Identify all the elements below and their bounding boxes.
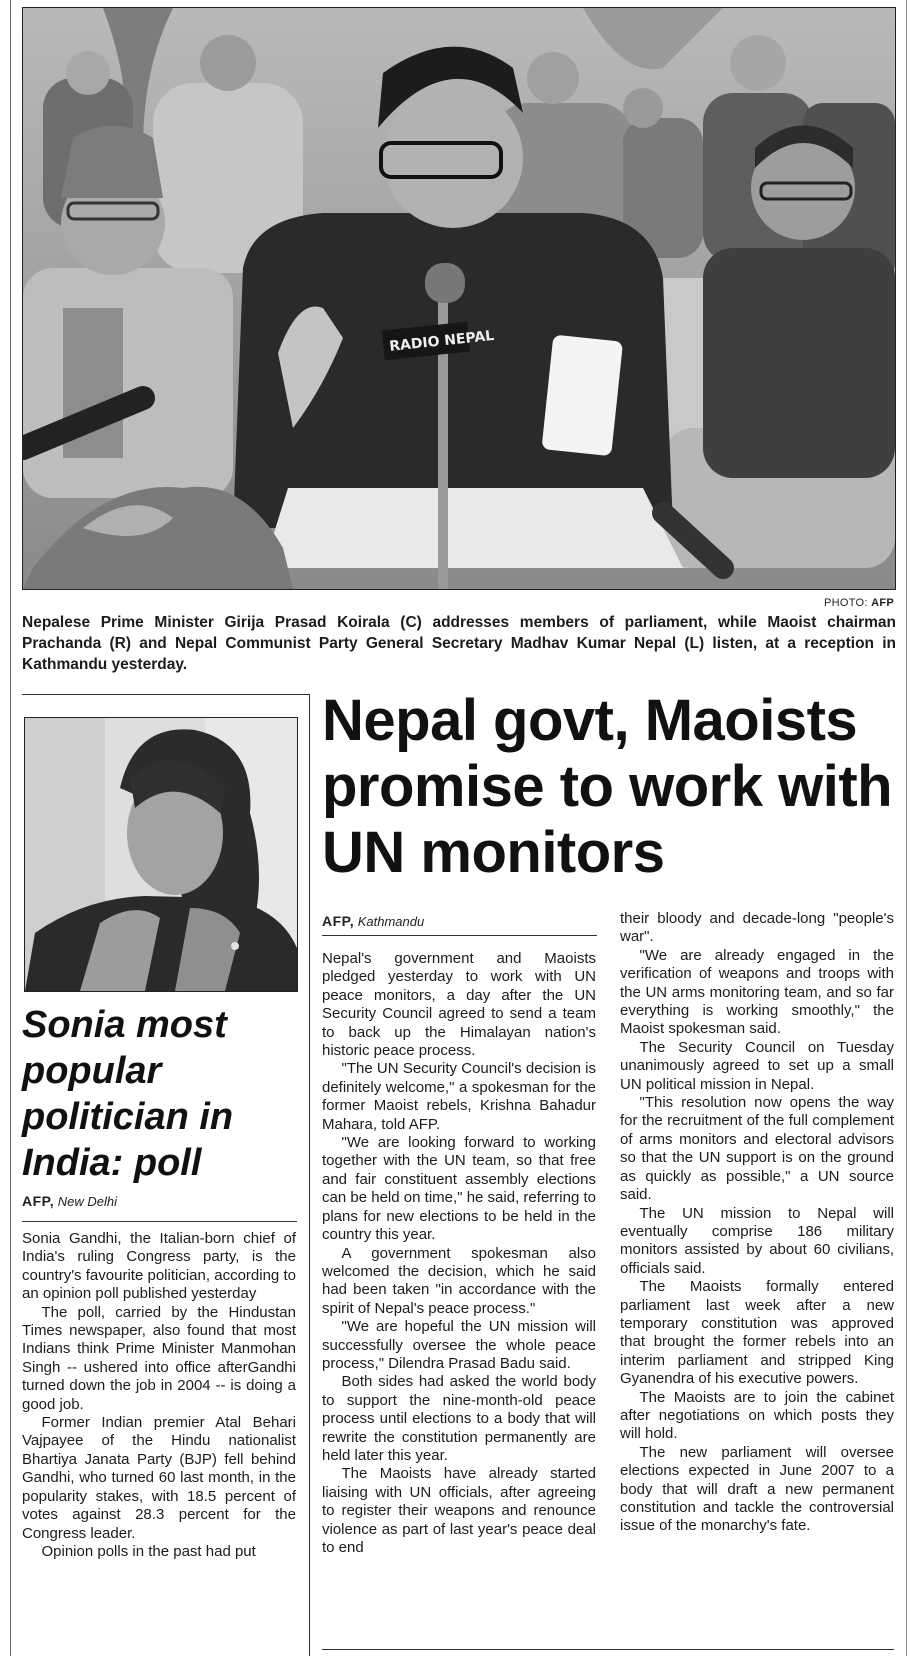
photo-caption: Nepalese Prime Minister Girija Prasad Koirala (C) addresses members of parliament, while Maoist chairman Prachanda (R) and Nepal Communist Party General Secretary Madhav Kumar Nepal (L) listen, at a reception in Kathmandu yesterday. (22, 614, 896, 673)
main-byline (322, 913, 424, 929)
mic-label: RADIO NEPAL (388, 327, 495, 355)
main-body-column-1 (322, 950, 596, 1557)
photo-illustration (23, 8, 895, 589)
main-paragraph: "We are hopeful the UN mission will successfully oversee the whole peace process," Dilendra Prasad Badu said. (322, 1318, 596, 1372)
sidebar-paragraph: Sonia Gandhi, the Italian-born chief of India's ruling Congress party, is the country's favourite politician, according to an opinion poll published yesterday (22, 1230, 296, 1303)
photo-credit-label: PHOTO: (823, 597, 868, 609)
main-paragraph: "We are already engaged in the verification of weapons and troops with the UN arms monitoring team, and so far everything is working smoothly," the Maoist spokesman said. (620, 946, 894, 1038)
main-paragraph: Nepal's government and Maoists pledged yesterday to work with UN peace monitors, a day after the UN Security Council agreed to send a team to back up the Himalayan nation's historic peace process. (322, 950, 596, 1060)
photo-credit-agency: AFP (871, 597, 894, 609)
main-paragraph: A government spokesman also welcomed the decision, which he said had been taken "in accordance with the spirit of Nepal's peace process." (322, 1244, 596, 1317)
main-paragraph: The UN mission to Nepal will eventually comprise 186 military monitors assisted by about 60 civilians, officials said. (620, 1204, 894, 1277)
page-border-left (10, 0, 11, 1656)
main-paragraph: "The UN Security Council's decision is definitely welcome," a spokesman for the former Maoist rebels, Krishna Bahadur Mahara, told AFP. (322, 1060, 596, 1133)
sonia-gandhi-photo (24, 717, 298, 992)
sidebar-headline: Sonia most popular politician in India: poll (22, 1004, 234, 1184)
koirala-reception-photo (22, 7, 896, 590)
main-paragraph: The Maoists have already started liaising with UN officials, after agreeing to register their weapons and renounce violence as part of last year's peace deal to end (322, 1465, 596, 1556)
sidebar-byline (22, 1193, 117, 1209)
sonia-photo-illustration (25, 718, 297, 991)
main-byline-rule (322, 935, 597, 936)
sidebar-paragraph: Former Indian premier Atal Behari Vajpayee of the Hindu nationalist Bhartiya Janata Party (BJP) fell behind Gandhi, who turned 60 last month, in the popularity stakes, with 18.5 percent of votes against 28.3 percent for the Congress leader. (22, 1414, 296, 1542)
column-divider (309, 694, 310, 1656)
sidebar-paragraph: Opinion polls in the past had put (41, 1542, 256, 1560)
photo-credit (824, 597, 894, 609)
sidebar-byline-place: New Delhi (57, 1194, 117, 1209)
main-paragraph: Both sides had asked the world body to support the nine-month-old peace process until elections to a body that will rewrite the constitution permanently are held later this year. (322, 1373, 596, 1464)
main-paragraph: The Maoists formally entered parliament last week after a new temporary constitution was approved that brought the former rebels into an interim parliament and stripped King Gyanendra of his executive powers. (620, 1278, 894, 1388)
main-paragraph: The Maoists are to join the cabinet after negotiations on which posts they will hold. (620, 1388, 894, 1443)
sidebar-top-rule (22, 694, 309, 695)
main-headline: Nepal govt, Maoists promise to work with UN monitors (322, 688, 893, 885)
sidebar-byline-agency: AFP, (22, 1193, 55, 1209)
bottom-rule (322, 1649, 894, 1650)
main-paragraph: The new parliament will oversee elections expected in June 2007 to a body that will draft a new permanent constitution and tackle the controversial issue of the monarchy's fate. (620, 1443, 894, 1535)
main-paragraph: "We are looking forward to working together with the UN team, so that free and fair constituent assembly elections can be held on time," he said, referring to plans for new elections to be held in the country this year. (322, 1134, 596, 1244)
main-body-column-2 (620, 910, 894, 1536)
main-byline-agency: AFP, (322, 913, 355, 929)
sidebar-body (22, 1230, 296, 1561)
sidebar-paragraph: The poll, carried by the Hindustan Times newspaper, also found that most Indians think Prime Minister Manmohan Singh -- ushered into office afterGandhi turned down the job in 2004 -- is doing a good job. (22, 1303, 296, 1413)
sidebar-byline-rule (22, 1221, 297, 1222)
main-paragraph: their bloody and decade-long "people's war". (620, 910, 894, 946)
main-byline-place: Kathmandu (357, 914, 425, 929)
main-paragraph: The Security Council on Tuesday unanimously agreed to set up a small UN political mission in Nepal. (620, 1038, 894, 1093)
main-paragraph: "This resolution now opens the way for the recruitment of the full complement of arms monitors and electoral advisors so that the UN support is on the ground as quickly as possible," a UN source said. (620, 1094, 894, 1204)
